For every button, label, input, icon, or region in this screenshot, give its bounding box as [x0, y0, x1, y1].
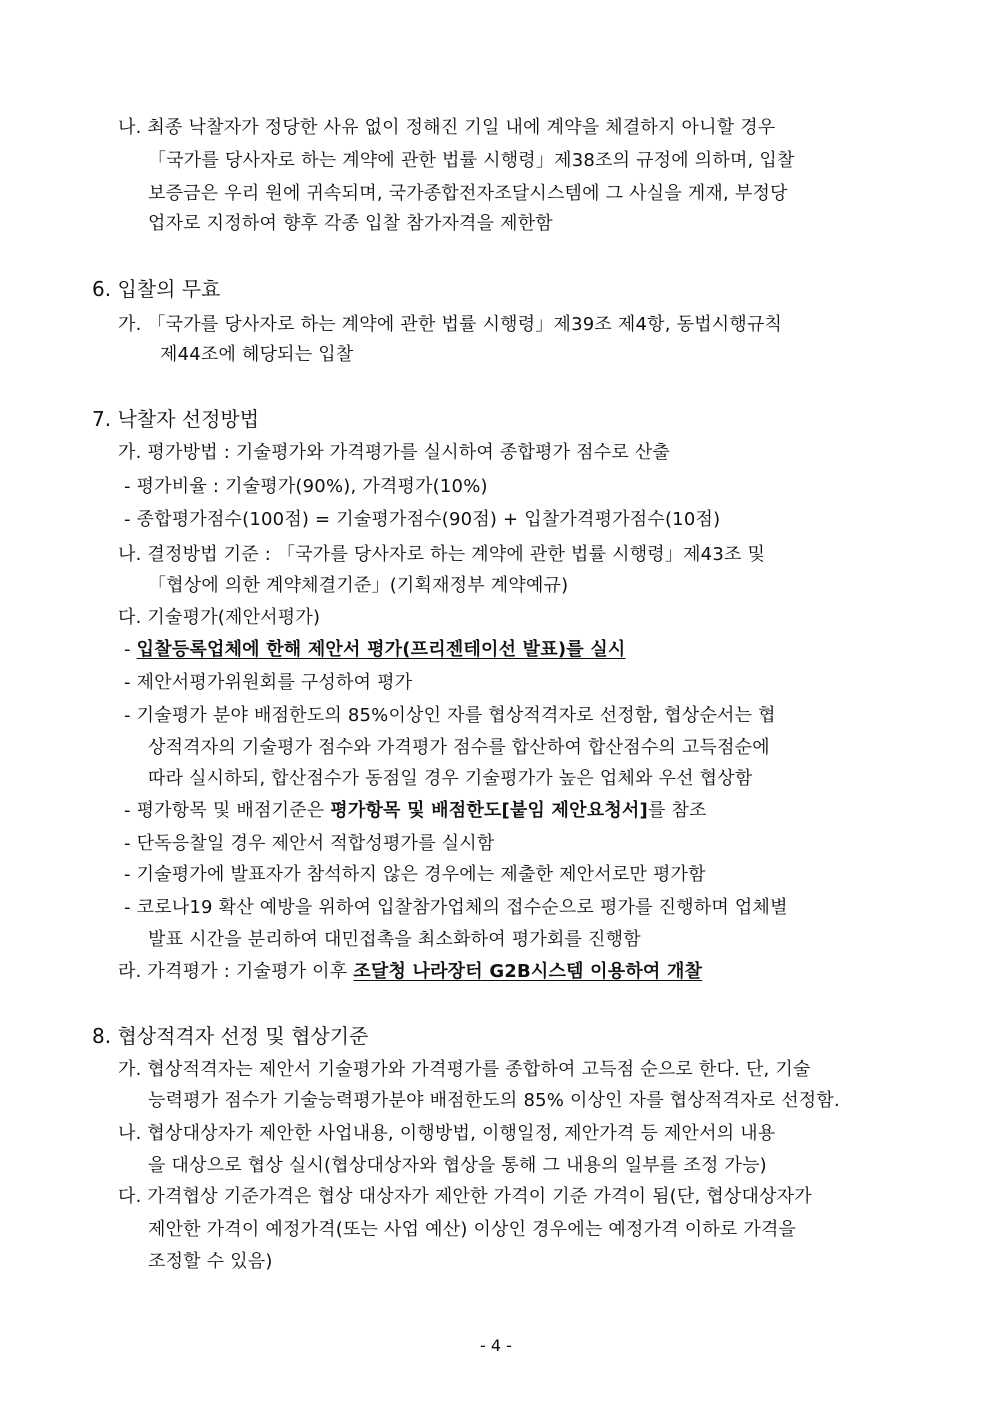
sec7-ga-bullet-1: - 평가비율 : 기술평가(90%), 가격평가(10%) [124, 476, 488, 497]
sec7-da-bullet-6: - 기술평가에 발표자가 참석하지 않은 경우에는 제출한 제안서로만 평가함 [124, 864, 706, 885]
sec8-da-line-3: 조정할 수 있음) [148, 1251, 273, 1272]
section-6-heading: 6. 입찰의 무효 [92, 277, 221, 301]
sec7-da-bullet-4 [124, 799, 707, 823]
sec7-da-bullet-1 [124, 638, 626, 662]
sec7-da-bullet-5: - 단독응찰일 경우 제안서 적합성평가를 실시함 [124, 833, 495, 854]
sec7-ga-bullet-2: - 종합평가점수(100점) = 기술평가점수(90점) + 입찰가격평가점수(10점) [124, 509, 721, 530]
bullet-dash: - [124, 639, 131, 660]
sec5-na-line-4: 업자로 지정하여 향후 각종 입찰 참가자격을 제한함 [148, 213, 553, 234]
sec6-ga-line-1: 가. 「국가를 당사자로 하는 계약에 관한 법률 시행령」제39조 제4항, 동법시행규칙 [118, 314, 783, 335]
sec8-ga-line-2: 능력평가 점수가 기술능력평가분야 배점한도의 85% 이상인 자를 협상적격자로 선정함. [148, 1090, 840, 1111]
sec7-na-line-2: 「협상에 의한 계약체결기준」(기획재정부 계약예규) [148, 575, 569, 596]
sec7-da: 다. 기술평가(제안서평가) [118, 607, 321, 628]
sec7-da-bullet-7-line-1: - 코로나19 확산 예방을 위하여 입찰참가업체의 접수순으로 평가를 진행하며 업체별 [124, 897, 788, 918]
ra-prefix: 라. 가격평가 : 기술평가 이후 [118, 961, 354, 982]
sec8-ga-line-1: 가. 협상적격자는 제안서 기술평가와 가격평가를 종합하여 고득점 순으로 한다. 단, 기술 [118, 1059, 811, 1080]
sec5-na-line-2: 「국가를 당사자로 하는 계약에 관한 법률 시행령」제38조의 규정에 의하며, 입찰 [148, 150, 795, 171]
sec8-na-line-2: 을 대상으로 협상 실시(협상대상자와 협상을 통해 그 내용의 일부를 조정 가능) [148, 1155, 767, 1176]
emphasized-text: 입찰등록업체에 한해 제안서 평가(프리젠테이선 발표)를 실시 [136, 639, 626, 660]
sec8-na-line-1: 나. 협상대상자가 제안한 사업내용, 이행방법, 이행일정, 제안가격 등 제안서의 내용 [118, 1123, 776, 1144]
sec5-na-line-1: 나. 최종 낙찰자가 정당한 사유 없이 정해진 기일 내에 계약을 체결하지 아니할 경우 [118, 117, 776, 138]
section-8-heading: 8. 협상적격자 선정 및 협상기준 [92, 1024, 369, 1048]
section-7-heading: 7. 낙찰자 선정방법 [92, 407, 260, 431]
sec7-da-bullet-2: - 제안서평가위원회를 구성하여 평가 [124, 672, 413, 693]
sec7-da-bullet-3-line-3: 따라 실시하되, 합산점수가 동점일 경우 기술평가가 높은 업체와 우선 협상함 [148, 768, 753, 789]
bullet-4-suffix: 를 참조 [647, 800, 707, 821]
sec8-da-line-1: 다. 가격협상 기준가격은 협상 대상자가 제안한 가격이 기준 가격이 됨(단, 협상대상자가 [118, 1186, 812, 1207]
sec7-da-bullet-3-line-1: - 기술평가 분야 배점한도의 85%이상인 자를 협상적격자로 선정함, 협상순서는 협 [124, 705, 776, 726]
sec6-ga-line-2: 제44조에 헤당되는 입찰 [160, 344, 354, 365]
sec7-da-bullet-7-line-2: 발표 시간을 분리하여 대민접촉을 최소화하여 평가회를 진행함 [148, 929, 641, 950]
sec8-da-line-2: 제안한 가격이 예정가격(또는 사업 예산) 이상인 경우에는 예정가격 이하로 가격을 [148, 1219, 797, 1240]
bullet-4-prefix: - 평가항목 및 배점기준은 [124, 800, 331, 821]
ra-emphasis: 조달청 나라장터 G2B시스템 이용하여 개찰 [353, 961, 703, 982]
bullet-4-emphasis: 평가항목 및 배점한도[붙임 제안요청서] [330, 800, 648, 821]
sec7-na-line-1: 나. 결정방법 기준 : 「국가를 당사자로 하는 계약에 관한 법률 시행령」제43조 및 [118, 544, 766, 565]
sec7-ga: 가. 평가방법 : 기술평가와 가격평가를 실시하여 종합평가 점수로 산출 [118, 442, 671, 463]
sec7-da-bullet-3-line-2: 상적격자의 기술평가 점수와 가격평가 점수를 합산하여 합산점수의 고득점순에 [148, 737, 770, 758]
sec7-ra [118, 960, 702, 984]
page-number: - 4 - [480, 1336, 512, 1355]
sec5-na-line-3: 보증금은 우리 원에 귀속되며, 국가종합전자조달시스템에 그 사실을 게재, 부정당 [148, 183, 788, 204]
